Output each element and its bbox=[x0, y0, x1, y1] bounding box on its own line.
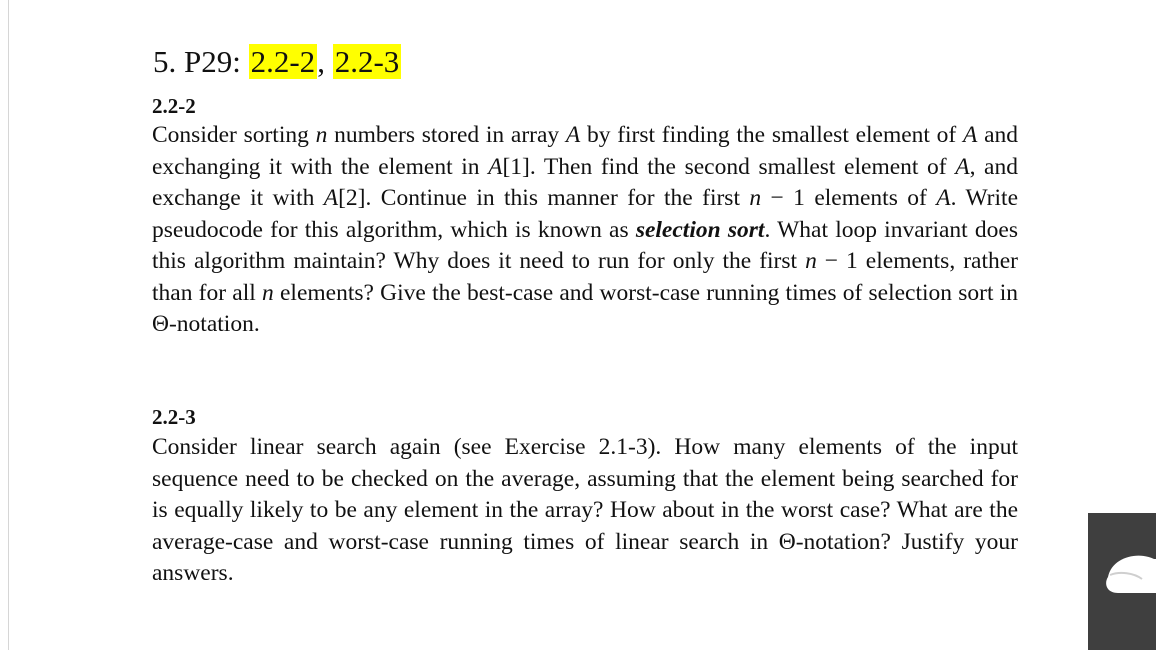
page-heading bbox=[153, 42, 401, 82]
exercise-2-2-2-text: Consider sorting n numbers stored in array A by first finding the smallest element of A and exchanging it with the element in A[1]. Then find the second smallest element of A, and exchange it with A[2]. Continue in this manner for the first n − 1 elements of A. Write pseudocode for this algorithm, which is known as selection sort. What loop invariant does this algorithm maintain? Why does it need to run for only the first n − 1 elements, rather than for all n elements? Give the best-case and worst-case running times of selection sort in Θ-notation. bbox=[152, 122, 1019, 337]
cloud-sync-widget[interactable] bbox=[1088, 513, 1156, 650]
term-selection-sort: selection sort bbox=[635, 216, 765, 243]
exercise-link-2-2-2[interactable]: 2.2-2 bbox=[250, 44, 316, 79]
heading-prefix: 5. P29: bbox=[153, 44, 241, 79]
exercise-2-2-2-title: 2.2-2 bbox=[152, 94, 196, 118]
exercise-link-2-2-3[interactable]: 2.2-3 bbox=[334, 44, 400, 79]
cloud-icon bbox=[1088, 513, 1156, 650]
exercise-2-2-3-title: 2.2-3 bbox=[152, 405, 196, 429]
heading-separator: , bbox=[317, 44, 325, 79]
left-border bbox=[8, 0, 9, 650]
exercise-2-2-3-text: Consider linear search again (see Exercise 2.1-3). How many elements of the input sequence need to be checked on the average, assuming that the element being searched for is equally likely to be any element in the array? How about in the worst case? What are the average-case and worst-case running times of linear search in Θ-notation? Justify your answers. bbox=[152, 434, 1018, 586]
